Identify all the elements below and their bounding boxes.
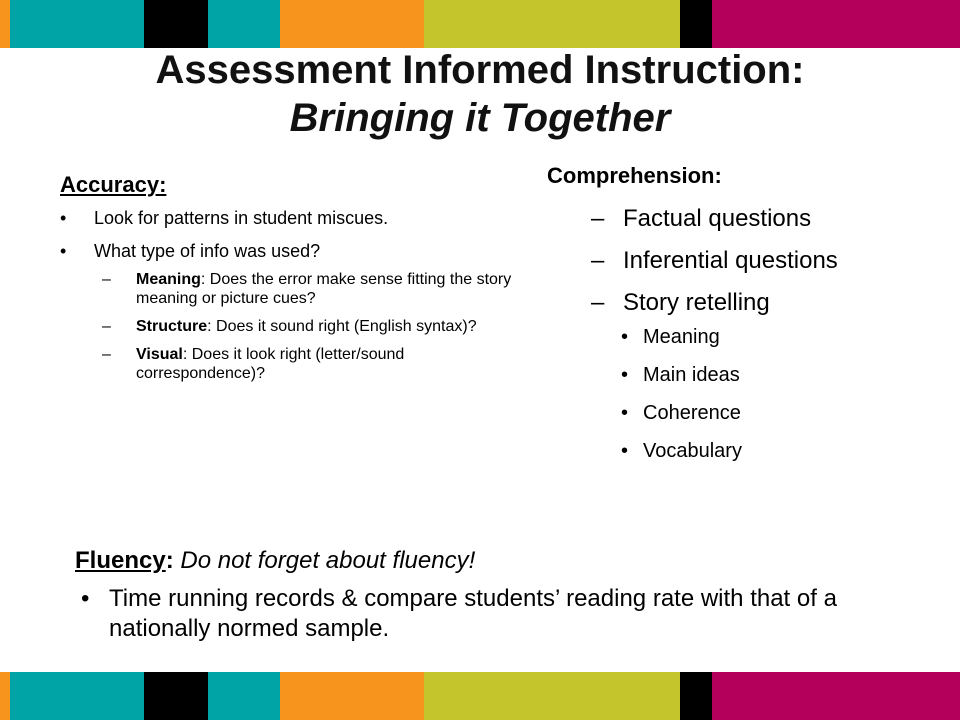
fluency-note: Do not forget about fluency! [180, 547, 476, 574]
slide-title [0, 46, 960, 142]
comprehension-section [547, 163, 947, 477]
accuracy-heading: Accuracy: [60, 172, 167, 197]
band-segment [680, 672, 712, 720]
accuracy-bullet-patterns: • Look for patterns in student miscues. [60, 208, 530, 229]
band-segment [712, 672, 960, 720]
top-color-band [0, 0, 960, 48]
band-segment [0, 672, 10, 720]
accuracy-bullet-info-text: What type of info was used? [94, 241, 321, 261]
fluency-heading-line [75, 546, 935, 576]
cue-structure [94, 317, 530, 336]
cue-structure-label: Structure [136, 318, 208, 335]
band-segment [144, 672, 208, 720]
comprehension-item: Story retelling [623, 289, 770, 316]
fluency-bullet: • Time running records & compare students’ reading rate with that of a nationally normed sample. [75, 584, 935, 644]
band-segment [144, 0, 208, 48]
cue-structure-text: : Does it sound right (English syntax)? [207, 318, 477, 335]
cue-type-list [94, 270, 530, 383]
bottom-color-band [0, 672, 960, 720]
title-subtitle: Bringing it Together [289, 96, 671, 140]
retelling-subitem: • Main ideas [547, 363, 947, 387]
band-segment [208, 0, 280, 48]
comprehension-item: – Factual questions [547, 203, 947, 235]
band-segment [0, 0, 10, 48]
band-segment [10, 672, 144, 720]
accuracy-bullet-info [60, 241, 530, 383]
retelling-subitem: • Meaning [547, 325, 947, 349]
comprehension-item-retelling [547, 287, 947, 463]
fluency-colon: : [165, 547, 181, 574]
comprehension-item: – Inferential questions [547, 245, 947, 277]
retelling-subitem: • Coherence [547, 401, 947, 425]
cue-visual [94, 345, 530, 383]
band-segment [680, 0, 712, 48]
cue-meaning-text: : Does the error make sense fitting the story meaning or picture cues? [136, 271, 512, 307]
band-segment [10, 0, 144, 48]
accuracy-section [60, 172, 530, 395]
cue-meaning [94, 270, 530, 308]
band-segment [424, 672, 680, 720]
band-segment [712, 0, 960, 48]
cue-meaning-label: Meaning [136, 271, 201, 288]
comprehension-heading: Comprehension: [547, 163, 722, 188]
fluency-section [75, 546, 935, 644]
band-segment [208, 672, 280, 720]
band-segment [280, 0, 424, 48]
title-main: Assessment Informed Instruction: [155, 48, 805, 92]
cue-visual-text: : Does it look right (letter/sound correspondence)? [136, 346, 405, 382]
band-segment [424, 0, 680, 48]
retelling-subitem: • Vocabulary [547, 439, 947, 463]
retelling-subitems [547, 325, 947, 463]
fluency-label: Fluency [75, 547, 166, 574]
cue-visual-label: Visual [136, 346, 183, 363]
band-segment [280, 672, 424, 720]
